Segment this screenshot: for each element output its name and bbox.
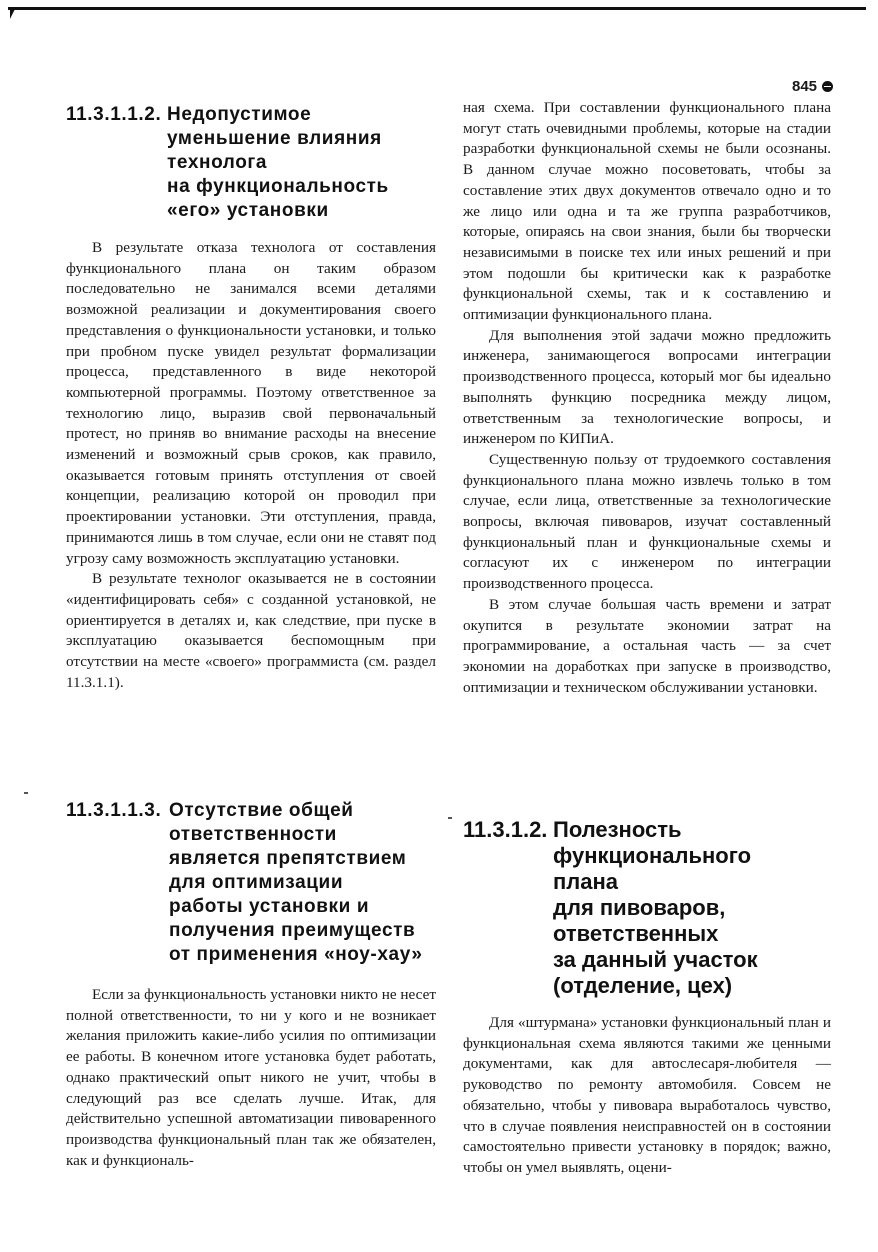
section-number: 11.3.1.1.2.	[66, 104, 162, 125]
section-title: Недопустимое уменьшение влияния технолога на функциональность «его» установки	[167, 104, 389, 221]
section-heading-11-3-1-2	[463, 817, 831, 999]
paragraph: В результате отказа технолога от составления функционального плана он таким образом последовательно не занимался всеми деталями возможной реализации и документирования своего представления о функциональности установки, и только при пробном пуске увидел результат формализации процесса, представленного в виде некоторой компьютерной программы. Поэтому ответственное за технологию лицо, выразив свой первоначальный протест, но приняв во внимание расходы на внесение изменений и возможный срыв сроков, как правило, оказывается готовым принять отступления от своей концепции, реализацию которой он проводил при проектировании установки. Эти отступления, правда, принимаются лишь в том случае, если они не ставят под угрозу саму возможность эксплуатацию установки.	[66, 239, 436, 567]
section-title: Полезность функционального плана для пивоваров, ответственных за данный участок (отделение, цех)	[553, 817, 758, 998]
paragraph: Для «штурмана» установки функциональный план и функциональная схема являются такими же ценными документами, как для автослесаря-любителя — руководство по ремонту автомобиля. Совсем не обязательно, чтобы у пивовара выработалось чувство, что в случае появления неисправностей он в состоянии самостоятельно привести установку в порядок; важно, чтобы он умел выявлять, оцени-	[463, 1014, 831, 1176]
page-marker-icon	[822, 81, 833, 92]
page-number-text: 845	[792, 78, 818, 95]
paragraph: В результате технолог оказывается не в состоянии «идентифицировать себя» с созданной установкой, не ориентируется в деталях и, как следствие, при пуске в эксплуатацию оказывается беспомощным при отсутствии на месте «своего» программиста (см. раздел 11.3.1.1).	[66, 570, 436, 691]
corner-mark	[10, 7, 16, 19]
section-number: 11.3.1.2.	[463, 817, 548, 842]
section-heading-11-3-1-1-3	[66, 799, 436, 967]
paragraph: Если за функциональность установки никто не несет полной ответственности, то ни у кого и не возникает желания приложить какие-либо усилия по оптимизации ее работы. В конечном итоге установка будет работать, однако практический опыт никого не учит, чтобы в следующий раз все сделать лучше. Итак, для действительно успешной автоматизации пивоваренного производства функциональный план так же обязателен, как и функциональ-	[66, 986, 436, 1169]
top-rule	[8, 7, 866, 10]
paragraph: Для выполнения этой задачи можно предложить инженера, занимающегося вопросами интеграции производственного процесса, который мог бы идеально выполнять функцию посредника между лицом, ответственным за технологические вопросы, и инженером по КИПиА.	[463, 326, 831, 448]
section-title: Отсутствие общей ответственности является препятствием для оптимизации работы установки и получения преимуществ от применения «ноу-хау»	[169, 800, 423, 965]
page-number	[792, 78, 833, 95]
paragraph: В этом случае большая часть времени и затрат окупится в результате экономии затрат на программирование, а остальная часть — за счет экономии на доработках при запуске в производство, оптимизации и техническом обслуживании установки.	[463, 595, 831, 696]
section-heading-11-3-1-1-2	[66, 103, 436, 223]
section-number: 11.3.1.1.3.	[66, 800, 162, 821]
margin-mark	[448, 817, 452, 819]
paragraph: Существенную пользу от трудоемкого составления функционального плана можно извлечь только в том случае, если лица, ответственные за технологические вопросы, включая пивоваров, изучат составленный функциональный план и функциональные схемы и согласуют их с инженером по интеграции производственного процесса.	[463, 450, 831, 593]
paragraph: ная схема. При составлении функционального плана могут стать очевидными проблемы, которые на стадии разработки функциональной схемы не были осознаны. В данном случае можно посоветовать, чтобы за составление этих двух документов отвечало одно и то же лицо или одна и та же группа разработчиков, которые, опираясь на свои знания, были бы творчески независимыми в поиске тех или иных решений и при этом подошли бы критически как к разработке функциональной схемы, так и к составлению и оптимизации функционального плана.	[463, 99, 831, 324]
margin-mark	[24, 792, 28, 794]
